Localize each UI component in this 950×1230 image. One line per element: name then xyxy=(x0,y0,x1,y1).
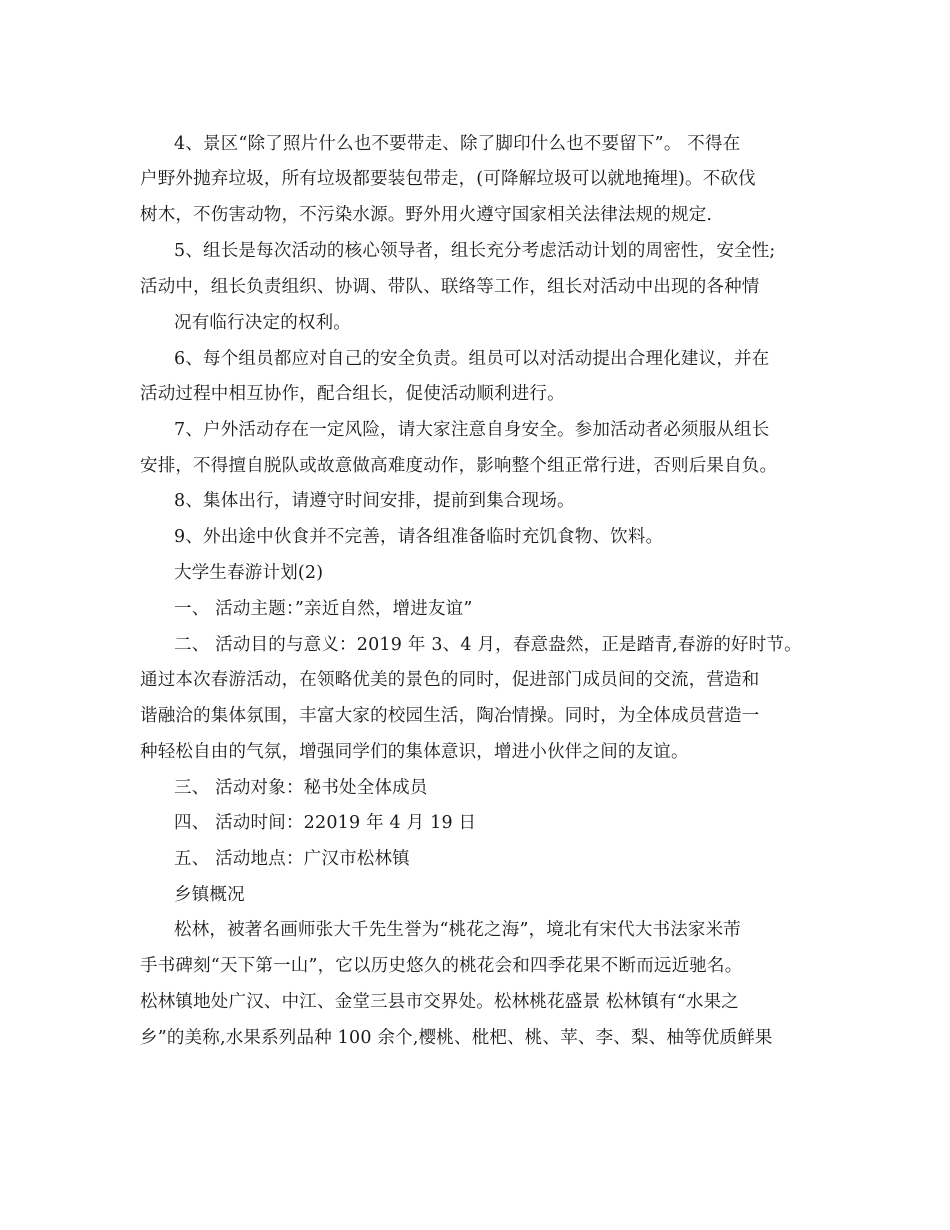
text-line: 况有临行决定的权利。 xyxy=(174,313,351,333)
text-line: 5、组长是每次活动的核心领导者，组长充分考虑活动计划的周密性，安全性; xyxy=(174,241,776,261)
text-line: 五、 活动地点：广汉市松林镇 xyxy=(174,849,410,869)
text-line: 8、集体出行，请遵守时间安排，提前到集合现场。 xyxy=(174,491,575,511)
text-line: 树木，不伤害动物，不污染水源。野外用火遵守国家相关法律法规的规定. xyxy=(140,205,713,225)
text-line: 四、 活动时间：22019 年 4 月 19 日 xyxy=(174,813,477,833)
text-line: 一、 活动主题：”亲近自然，增进友谊” xyxy=(174,599,473,619)
section-heading: 乡镇概况 xyxy=(174,885,245,905)
text-line: 安排，不得擅自脱队或故意做高难度动作，影响整个组正常行进，否则后果自负。 xyxy=(140,456,778,476)
text-line: 6、每个组员都应对自己的安全负责。组员可以对活动提出合理化建议，并在 xyxy=(174,349,770,369)
text-line: 乡”的美称,水果系列品种 100 余个,樱桃、枇杷、桃、苹、李、梨、柚等优质鲜果 xyxy=(140,1028,773,1048)
text-line: 活动过程中相互协作，配合组长，促使活动顺利进行。 xyxy=(140,384,565,404)
text-line: 谐融洽的集体氛围，丰富大家的校园生活，陶冶情操。同时，为全体成员营造一 xyxy=(140,706,760,726)
text-line: 户野外抛弃垃圾，所有垃圾都要装包带走，(可降解垃圾可以就地掩埋)。不砍伐 xyxy=(140,169,756,189)
text-line: 9、外出途中伙食并不完善，请各组准备临时充饥食物、饮料。 xyxy=(174,527,664,547)
text-line: 二、 活动目的与意义：2019 年 3、4 月，春意盎然，正是踏青,春游的好时节。 xyxy=(174,635,802,655)
text-line: 三、 活动对象：秘书处全体成员 xyxy=(174,778,428,798)
text-line: 4、景区“除了照片什么也不要带走、除了脚印什么也不要留下”。 不得在 xyxy=(174,134,741,154)
text-line: 通过本次春游活动，在领略优美的景色的同时，促进部门成员间的交流，营造和 xyxy=(140,670,760,690)
text-line: 活动中，组长负责组织、协调、带队、联络等工作，组长对活动中出现的各种情 xyxy=(140,277,760,297)
text-line: 7、户外活动存在一定风险，请大家注意自身安全。参加活动者必须服从组长 xyxy=(174,420,770,440)
section-heading: 大学生春游计划(2) xyxy=(174,563,324,583)
text-line: 手书碑刻“天下第一山”，它以历史悠久的桃花会和四季花果不断而远近驰名。 xyxy=(140,956,743,976)
text-line: 松林，被著名画师张大千先生誉为“桃花之海”，境北有宋代大书法家米芾 xyxy=(174,920,741,940)
text-line: 松林镇地处广汉、中江、金堂三县市交界处。松林桃花盛景 松林镇有“水果之 xyxy=(140,992,740,1012)
text-line: 种轻松自由的气氛，增强同学们的集体意识，增进小伙伴之间的友谊。 xyxy=(140,742,689,762)
